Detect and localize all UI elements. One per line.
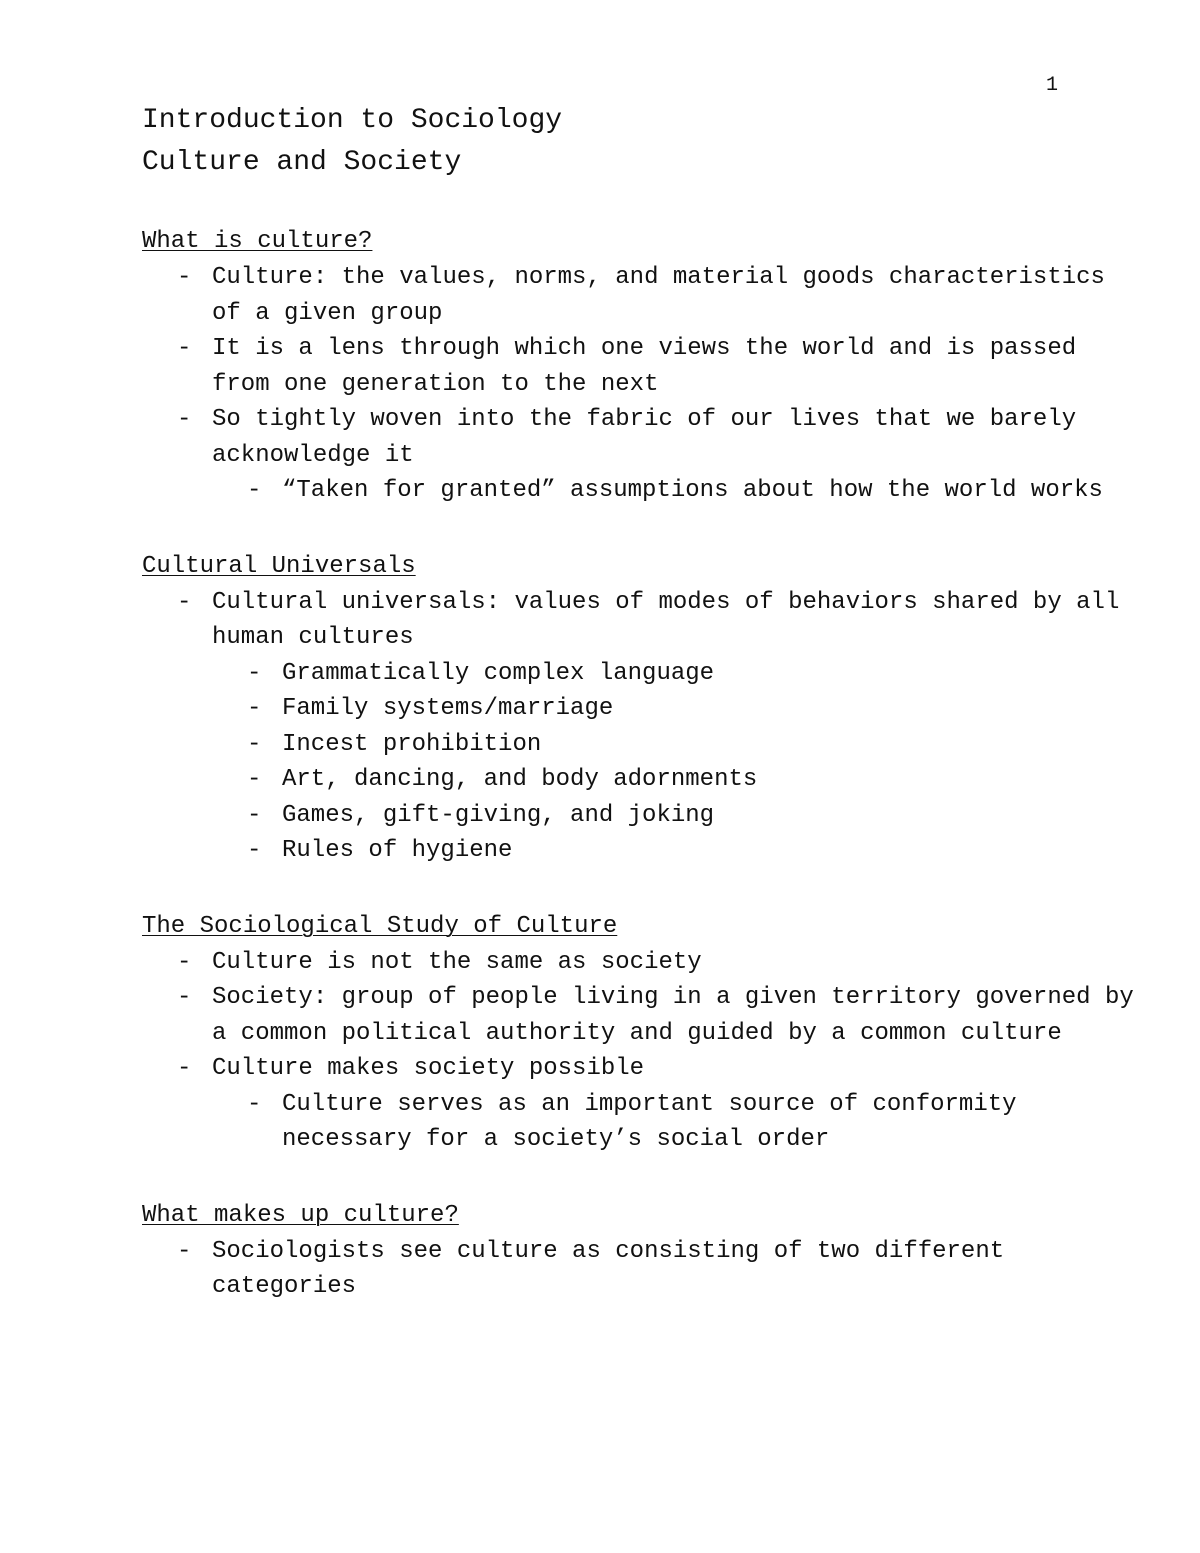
list-item-text: Culture makes society possible (212, 1055, 645, 1082)
list-item-text: It is a lens through which one views the world and is passed from one generation to the next (212, 335, 1077, 398)
bullet-list (142, 585, 1142, 869)
sub-list-item (212, 833, 1142, 869)
sub-list-item (212, 727, 1142, 763)
list-item (142, 980, 1142, 1051)
document-title (142, 100, 1142, 184)
list-item-text: Grammatically complex language (282, 659, 715, 687)
list-item (142, 1051, 1142, 1158)
page-number: 1 (1046, 74, 1059, 97)
lecture-title: Culture and Society (142, 147, 462, 178)
list-item (142, 260, 1142, 331)
list-item-text: Games, gift-giving, and joking (282, 801, 715, 829)
list-item-text: Rules of hygiene (282, 837, 513, 864)
list-item-text: “Taken for granted” assumptions about how the world works (282, 477, 1103, 504)
list-item (142, 331, 1142, 402)
list-item-text: Family systems/marriage (282, 695, 614, 722)
list-item-text: Sociologists see culture as consisting of two different categories (212, 1237, 1005, 1300)
sub-list-item (212, 798, 1142, 834)
sub-bullet-list (212, 1087, 1142, 1158)
course-title: Introduction to Sociology (142, 105, 563, 136)
sub-list-item (212, 656, 1142, 692)
bullet-list (142, 260, 1142, 509)
document-body (142, 100, 1142, 1305)
bullet-list (142, 945, 1142, 1158)
section-sociological-study (142, 909, 1142, 1158)
list-item-text: Society: group of people living in a given territory governed by a common political authority and guided by a common culture (212, 984, 1134, 1047)
list-item-text: Cultural universals: values of modes of behaviors shared by all human cultures (212, 588, 1120, 651)
section-what-is-culture (142, 224, 1142, 509)
section-heading: What is culture? (142, 228, 373, 255)
sub-bullet-list (212, 656, 1142, 869)
sub-list-item (212, 762, 1142, 798)
sub-list-item (212, 1087, 1142, 1158)
list-item-text: So tightly woven into the fabric of our lives that we barely acknowledge it (212, 406, 1077, 469)
bullet-list (142, 1234, 1142, 1305)
list-item-text: Culture is not the same as society (212, 948, 702, 976)
sub-list-item (212, 691, 1142, 727)
list-item-text: Art, dancing, and body adornments (282, 766, 758, 793)
section-heading: The Sociological Study of Culture (142, 912, 618, 940)
section-heading: What makes up culture? (142, 1201, 459, 1229)
list-item (142, 402, 1142, 509)
list-item-text: Incest prohibition (282, 730, 542, 758)
list-item (142, 1234, 1142, 1305)
section-cultural-universals (142, 549, 1142, 869)
sub-bullet-list (212, 473, 1142, 509)
sub-list-item (212, 473, 1142, 509)
section-what-makes-up-culture (142, 1198, 1142, 1305)
list-item-text: Culture serves as an important source of conformity necessary for a society’s social order (282, 1090, 1017, 1153)
list-item (142, 945, 1142, 981)
list-item (142, 585, 1142, 869)
section-heading: Cultural Universals (142, 552, 416, 580)
list-item-text: Culture: the values, norms, and material goods characteristics of a given group (212, 264, 1105, 327)
